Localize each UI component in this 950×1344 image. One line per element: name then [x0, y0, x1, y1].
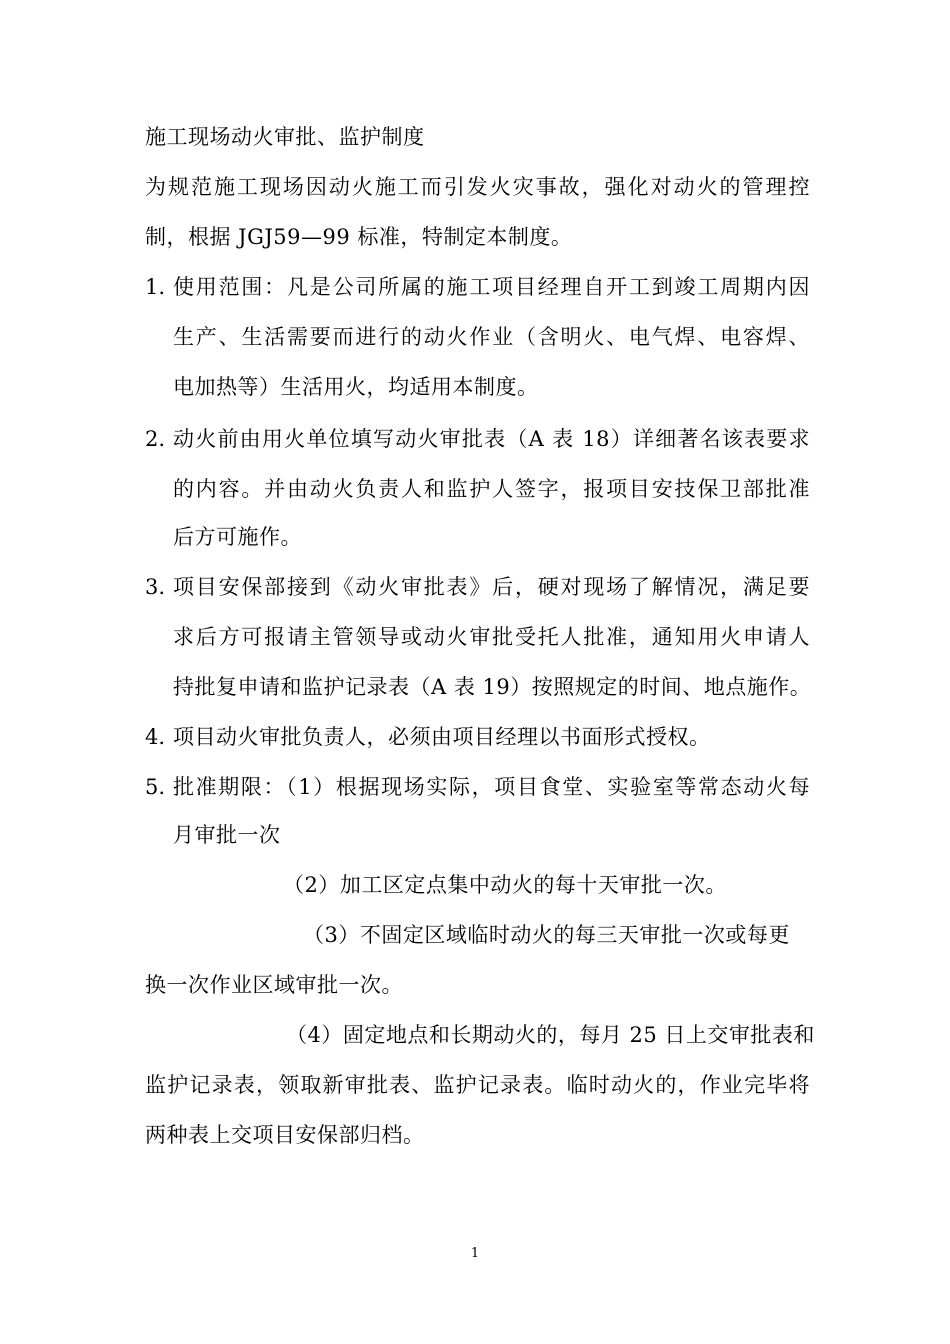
- item-4-number: 4.: [145, 725, 166, 749]
- item-2-number: 2.: [145, 427, 166, 451]
- intro-line-2: 制，根据 JGJ59—99 标准，特制定本制度。: [145, 225, 573, 249]
- item-2-line-2: 的内容。并由动火负责人和监护人签字，报项目安技保卫部批准: [173, 477, 810, 501]
- page-number: 1: [470, 1246, 480, 1261]
- document-title: 施工现场动火审批、监护制度: [145, 125, 425, 149]
- item-1-line-3: 电加热等）生活用火，均适用本制度。: [173, 375, 539, 399]
- sub-item-3-line-2: 换一次作业区域审批一次。: [145, 973, 403, 997]
- item-3-number: 3.: [145, 575, 166, 599]
- item-1-number: 1.: [145, 275, 166, 299]
- item-2-line-3: 后方可施作。: [173, 525, 302, 549]
- sub-item-3-line-1: （3）不固定区域临时动火的每三天审批一次或每更: [303, 923, 790, 947]
- item-4-line-1: 项目动火审批负责人，必须由项目经理以书面形式授权。: [173, 725, 711, 749]
- item-1-line-2: 生产、生活需要而进行的动火作业（含明火、电气焊、电容焊、: [173, 325, 810, 349]
- item-3-line-3: 持批复申请和监护记录表（A 表 19）按照规定的时间、地点施作。: [173, 675, 812, 699]
- item-3-line-1: 项目安保部接到《动火审批表》后，硬对现场了解情况，满足要: [173, 575, 810, 599]
- sub-item-4-line-1: （4）固定地点和长期动火的，每月 25 日上交审批表和: [286, 1023, 815, 1047]
- intro-line-1: 为规范施工现场因动火施工而引发火灾事故，强化对动火的管理控: [145, 175, 810, 199]
- item-3-line-2: 求后方可报请主管领导或动火审批受托人批准，通知用火申请人: [173, 625, 810, 649]
- item-5-line-2: 月审批一次: [173, 823, 281, 847]
- item-2-line-1: 动火前由用火单位填写动火审批表（A 表 18）详细著名该表要求: [173, 427, 810, 451]
- sub-item-4-line-2: 监护记录表，领取新审批表、监护记录表。临时动火的，作业完毕将: [145, 1073, 810, 1097]
- sub-item-2: （2）加工区定点集中动火的每十天审批一次。: [283, 873, 727, 897]
- item-1-line-1: 使用范围：凡是公司所属的施工项目经理自开工到竣工周期内因: [173, 275, 810, 299]
- item-5-line-1: 批准期限：（1）根据现场实际，项目食堂、实验室等常态动火每: [173, 775, 810, 799]
- item-5-number: 5.: [145, 775, 166, 799]
- sub-item-4-line-3: 两种表上交项目安保部归档。: [145, 1123, 425, 1147]
